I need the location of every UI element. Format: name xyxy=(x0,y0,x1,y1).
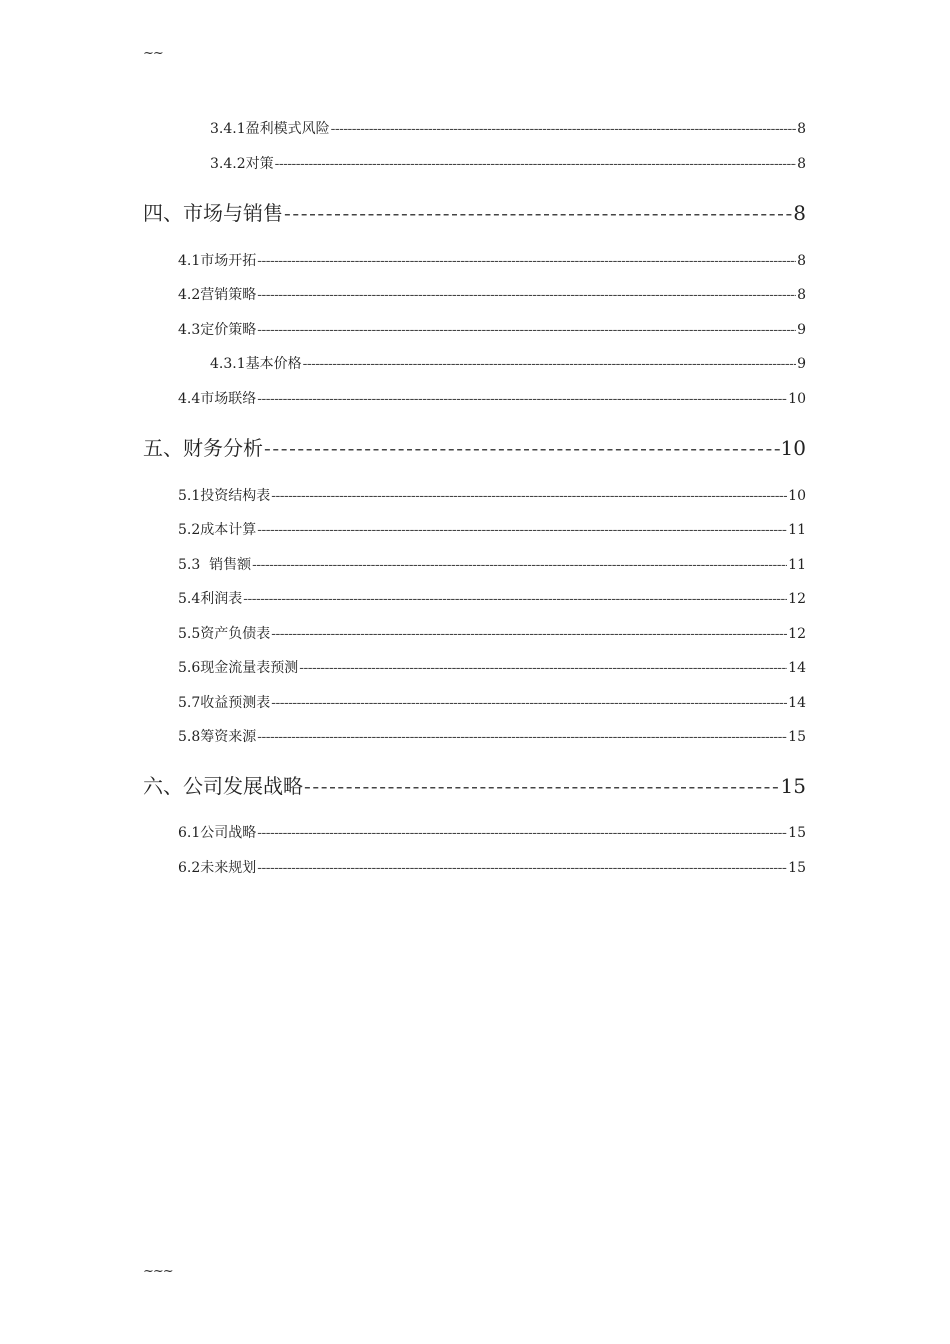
toc-entry-page: 15 xyxy=(788,860,806,876)
toc-leader xyxy=(284,201,792,225)
toc-entry-page: 8 xyxy=(793,201,806,225)
toc-leader xyxy=(257,322,796,338)
toc-leader xyxy=(257,391,787,407)
toc-entry-label: 六、公司发展战略 xyxy=(143,774,303,798)
toc-entry-page: 12 xyxy=(788,591,806,607)
toc-entry-label: 4.4市场联络 xyxy=(178,391,257,407)
toc-section-heading[interactable] xyxy=(143,432,806,461)
toc-leader xyxy=(257,729,787,745)
toc-entry-label: 3.4.1盈利模式风险 xyxy=(210,121,330,137)
toc-entry[interactable] xyxy=(178,692,806,712)
toc-entry-page: 14 xyxy=(788,695,806,711)
toc-entry-label: 五、财务分析 xyxy=(143,436,263,460)
toc-entry-label: 5.2成本计算 xyxy=(178,522,257,538)
toc-entry-page: 15 xyxy=(780,774,806,798)
toc-entry-page: 14 xyxy=(788,660,806,676)
toc-leader xyxy=(257,522,787,538)
toc-entry[interactable] xyxy=(178,857,806,877)
toc-entry-label: 3.4.2对策 xyxy=(210,156,274,172)
toc-entry-label: 5.1投资结构表 xyxy=(178,488,271,504)
toc-leader xyxy=(271,488,787,504)
toc-entry-page: 10 xyxy=(788,391,806,407)
toc-leader xyxy=(271,695,787,711)
toc-entry[interactable] xyxy=(178,388,806,408)
toc-section-heading[interactable] xyxy=(143,770,806,799)
toc-entry[interactable] xyxy=(178,588,806,608)
toc-entry[interactable] xyxy=(178,554,806,574)
toc-leader xyxy=(275,156,796,172)
toc-entry-page: 10 xyxy=(788,488,806,504)
toc-leader xyxy=(304,774,780,798)
page-footer-mark: ~~~ xyxy=(143,1264,173,1279)
toc-entry-page: 8 xyxy=(797,253,806,269)
toc-entry[interactable] xyxy=(178,822,806,842)
toc-entry-page: 12 xyxy=(788,626,806,642)
toc-entry[interactable] xyxy=(178,319,806,339)
toc-entry[interactable] xyxy=(178,726,806,746)
toc-entry[interactable] xyxy=(178,657,806,677)
toc-entry-page: 9 xyxy=(797,356,806,372)
toc-entry-page: 8 xyxy=(797,156,806,172)
toc-entry-page: 8 xyxy=(797,287,806,303)
toc-entry-label: 6.2未来规划 xyxy=(178,860,257,876)
toc-entry-page: 11 xyxy=(788,557,806,573)
toc-entry-label: 5.5资产负债表 xyxy=(178,626,271,642)
toc-entry-label: 5.6现金流量表预测 xyxy=(178,660,299,676)
toc-entry[interactable] xyxy=(178,485,806,505)
toc-leader xyxy=(257,287,796,303)
toc-entry-label: 6.1公司战略 xyxy=(178,825,257,841)
toc-leader xyxy=(264,436,780,460)
toc-entry-page: 15 xyxy=(788,825,806,841)
toc-leader xyxy=(271,626,787,642)
toc-leader xyxy=(299,660,787,676)
toc-leader xyxy=(331,121,796,137)
toc-entry[interactable] xyxy=(210,118,806,138)
toc-leader xyxy=(257,253,796,269)
toc-entry-page: 9 xyxy=(797,322,806,338)
toc-entry[interactable] xyxy=(178,284,806,304)
toc-entry-page: 15 xyxy=(788,729,806,745)
toc-entry[interactable] xyxy=(178,519,806,539)
toc-entry[interactable] xyxy=(210,353,806,373)
toc-entry-label: 5.4利润表 xyxy=(178,591,243,607)
toc-entry[interactable] xyxy=(178,250,806,270)
toc-entry-label: 4.3.1基本价格 xyxy=(210,356,302,372)
toc-entry-label: 5.3 销售额 xyxy=(178,557,252,573)
toc-leader xyxy=(252,557,787,573)
toc-entry-page: 10 xyxy=(780,436,806,460)
toc-entry-label: 4.1市场开拓 xyxy=(178,253,257,269)
toc-entry[interactable] xyxy=(210,153,806,173)
toc-leader xyxy=(243,591,787,607)
toc-entry-label: 5.8筹资来源 xyxy=(178,729,257,745)
toc-section-heading[interactable] xyxy=(143,197,806,226)
toc-entry-page: 8 xyxy=(797,121,806,137)
toc-entry-label: 4.2营销策略 xyxy=(178,287,257,303)
toc-entry[interactable] xyxy=(178,623,806,643)
toc-leader xyxy=(257,825,787,841)
page-header-mark: ~~ xyxy=(143,46,163,61)
toc-entry-label: 4.3定价策略 xyxy=(178,322,257,338)
toc-entry-label: 5.7收益预测表 xyxy=(178,695,271,711)
toc-leader xyxy=(257,860,787,876)
toc-entry-page: 11 xyxy=(788,522,806,538)
toc-leader xyxy=(303,356,796,372)
toc-entry-label: 四、市场与销售 xyxy=(143,201,283,225)
